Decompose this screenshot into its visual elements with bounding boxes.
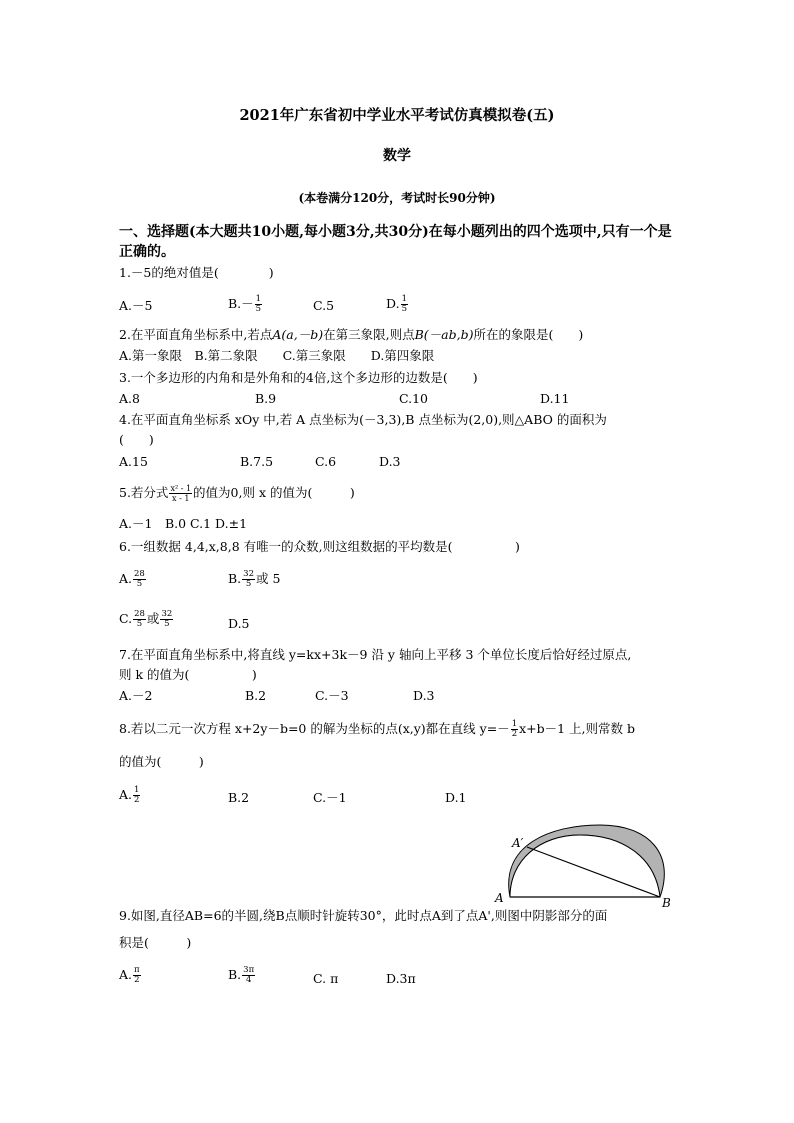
fraction	[133, 610, 146, 629]
question-9-option-b	[228, 966, 256, 985]
fraction-numerator: 28	[134, 609, 145, 619]
stem-text: 的值为0,则 x 的值为( )	[193, 485, 355, 500]
point-b: B(－ab,b)	[414, 327, 474, 342]
page-title: 2021年广东省初中学业水平考试仿真模拟卷(五)	[239, 107, 555, 124]
question-9-option-a	[119, 966, 142, 985]
question-9-stem-continued: 积是( )	[119, 935, 192, 950]
question-1-option-d	[386, 295, 409, 314]
label-b: B	[662, 896, 671, 910]
section-heading: 一、选择题(本大题共10小题,每小题3分,共30分)在每小题列出的四个选项中,只有一个是正确的。	[119, 224, 672, 260]
exam-note: (本卷满分120分，考试时长90分钟)	[298, 191, 496, 205]
question-4-answer-paren: ( )	[119, 432, 154, 447]
option-label: A.	[119, 967, 133, 982]
fraction-numerator: x² - 1	[170, 484, 192, 493]
rotated-semicircle-figure	[490, 815, 685, 910]
label-a: A	[495, 891, 504, 905]
fraction-denominator: 2	[134, 795, 140, 805]
fraction-numerator: 1	[134, 785, 140, 795]
question-7-option-c: C.－3	[315, 688, 349, 703]
option-label: A.	[119, 571, 133, 586]
fraction	[511, 720, 518, 739]
option-label: B.	[228, 967, 242, 982]
question-7-stem-continued: 则 k 的值为( )	[119, 667, 257, 682]
question-6-stem: 6.一组数据 4,4,x,8,8 有唯一的众数,则这组数据的平均数是( )	[119, 539, 520, 554]
question-1-option-a: A.－5	[119, 298, 153, 313]
stem-text: 8.若以二元一次方程 x+2y－b=0 的解为坐标的点(x,y)都在直线 y=－	[119, 721, 510, 736]
question-9-option-c: C. π	[313, 971, 339, 986]
question-1-option-c: C.5	[313, 298, 335, 313]
fraction	[401, 295, 408, 314]
fraction-denominator: 5	[136, 579, 143, 589]
option-label: B.－	[228, 296, 254, 311]
question-9-stem: 9.如图,直径AB=6的半圆,绕B点顺时针旋转30°，此时点A到了点A',则图中阴影部分的面	[119, 908, 608, 923]
point-a: A(a,－b)	[272, 327, 324, 342]
question-4-option-c: C.6	[315, 454, 337, 469]
question-8-stem	[119, 720, 635, 739]
fraction-denominator: 2	[511, 729, 518, 739]
option-suffix: 或 5	[256, 571, 281, 586]
fraction	[160, 610, 173, 629]
question-5-stem	[119, 484, 355, 503]
question-7-stem: 7.在平面直角坐标系中,将直线 y=kx+3k－9 沿 y 轴向上平移 3 个单位长度后恰好经过原点,	[119, 647, 632, 662]
option-label: B.	[228, 571, 242, 586]
fraction-denominator: 5	[401, 304, 407, 314]
question-2-stem	[119, 327, 583, 343]
fraction	[242, 966, 255, 985]
question-5-options: A.－1 B.0 C.1 D.±1	[119, 516, 248, 531]
question-6-option-b	[228, 570, 280, 589]
question-8-option-a	[119, 786, 141, 805]
fraction-denominator: 2	[134, 975, 140, 985]
fraction-denominator: x - 1	[172, 494, 190, 503]
stem-text: 在第三象限,则点	[323, 327, 415, 342]
question-3-option-a: A.8	[119, 391, 140, 406]
stem-text: 所在的象限是( )	[473, 327, 584, 342]
fraction-numerator: 1	[255, 294, 262, 304]
question-8-option-d: D.1	[445, 790, 467, 805]
question-4-stem: 4.在平面直角坐标系 xOy 中,若 A 点坐标为(－3,3),B 点坐标为(2,0),则△ABO 的面积为	[119, 412, 607, 427]
stem-text: 5.若分式	[119, 485, 169, 500]
fraction	[133, 570, 146, 589]
fraction-denominator: 5	[164, 619, 170, 629]
fraction-numerator: 28	[134, 569, 145, 579]
question-2-options: A.第一象限 B.第二象限 C.第三象限 D.第四象限	[119, 348, 435, 363]
question-8-option-b: B.2	[228, 790, 250, 805]
fraction	[255, 295, 262, 314]
question-6-option-d: D.5	[228, 616, 250, 631]
question-3-option-c: C.10	[399, 391, 428, 406]
question-7-option-d: D.3	[413, 688, 435, 703]
question-8-stem-continued: 的值为( )	[119, 754, 204, 769]
question-4-option-d: D.3	[379, 454, 401, 469]
question-6-option-c	[119, 610, 174, 629]
question-4-option-b: B.7.5	[240, 454, 274, 469]
fraction-numerator: 32	[161, 609, 173, 619]
label-a-prime: A′	[512, 836, 524, 850]
subject-heading: 数学	[383, 148, 411, 164]
stem-text: 2.在平面直角坐标系中,若点	[119, 327, 273, 342]
question-3-option-d: D.11	[540, 391, 570, 406]
fraction	[242, 570, 255, 589]
fraction	[133, 786, 140, 805]
question-4-option-a: A.15	[119, 454, 148, 469]
question-9-option-d: D.3π	[386, 971, 416, 986]
fraction	[133, 966, 141, 985]
option-connector: 或	[146, 611, 160, 626]
option-label: D.	[386, 296, 400, 311]
fraction-numerator: 3π	[243, 965, 255, 975]
question-3-option-b: B.9	[255, 391, 277, 406]
question-7-option-b: B.2	[245, 688, 267, 703]
fraction-denominator: 5	[255, 304, 262, 314]
question-3-stem: 3.一个多边形的内角和是外角和的4倍,这个多边形的边数是( )	[119, 370, 478, 385]
fraction-denominator: 5	[245, 579, 252, 589]
fraction	[169, 484, 192, 503]
fraction-denominator: 4	[245, 975, 252, 985]
fraction-numerator: π	[134, 965, 140, 975]
question-1-stem: 1.－5的绝对值是( )	[119, 265, 274, 280]
question-6-option-a	[119, 570, 147, 589]
fraction-numerator: 32	[243, 569, 254, 579]
fraction-numerator: 1	[511, 719, 518, 729]
question-8-option-c: C.－1	[313, 790, 347, 805]
stem-text: x+b－1 上,则常数 b	[519, 721, 636, 736]
question-7-option-a: A.－2	[119, 688, 153, 703]
fraction-numerator: 1	[401, 294, 407, 304]
option-label: A.	[119, 787, 133, 802]
option-label: C.	[119, 611, 133, 626]
question-1-option-b	[228, 295, 263, 314]
fraction-denominator: 5	[136, 619, 143, 629]
